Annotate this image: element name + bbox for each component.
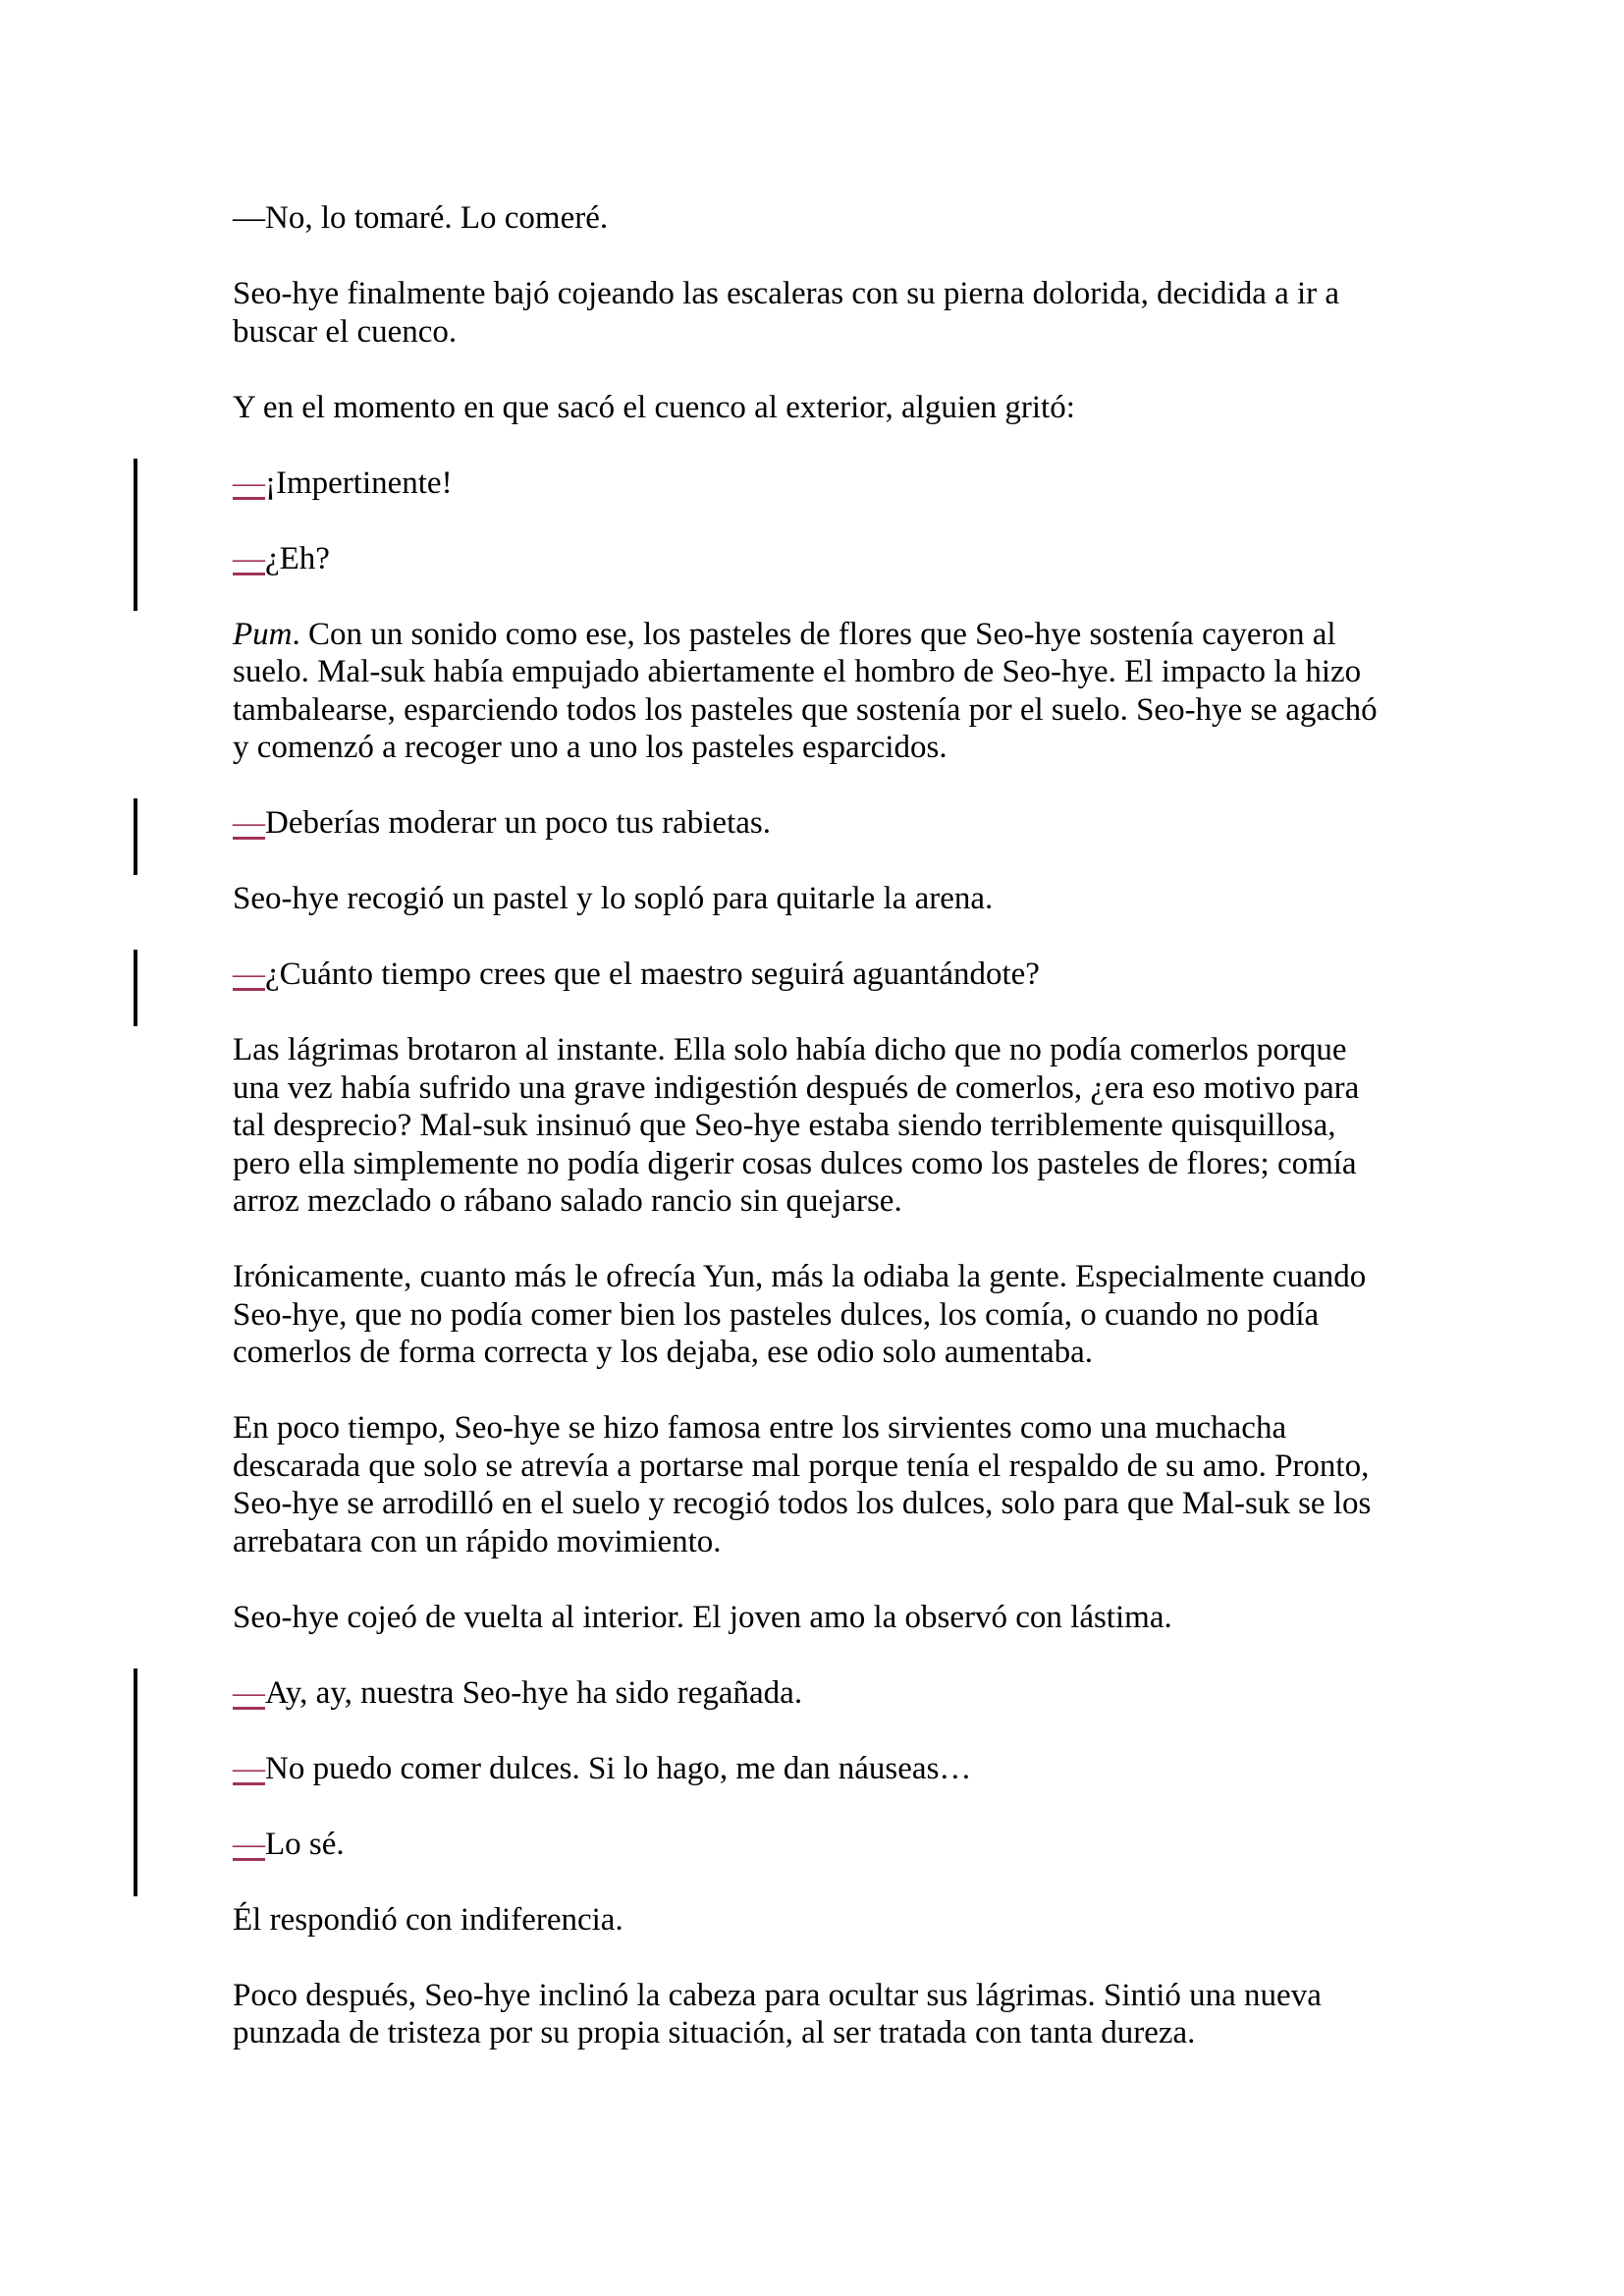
- inserted-dash: —: [233, 1750, 265, 1786]
- inserted-dash: —: [233, 805, 265, 841]
- text-run: Seo-hye finalmente bajó cojeando las escaleras con su pierna dolorida, decidida a ir a buscar el cuenco.: [233, 276, 1340, 350]
- paragraph: [233, 956, 1392, 994]
- change-bar: [134, 950, 137, 1026]
- text-run: —No, lo tomaré. Lo comeré.: [233, 200, 609, 236]
- paragraph: [233, 1901, 1392, 1940]
- paragraph: [233, 540, 1392, 578]
- text-run: Las lágrimas brotaron al instante. Ella solo había dicho que no podía comerlos porque una vez había sufrido una grave indigestión después de comerlos, ¿era eso motivo para tal desprecio? Mal-suk insinuó que Seo-hye estaba siendo terriblemente quisquillosa, pero ella simplemente no podía digerir cosas dulces como los pasteles de flores; comía arroz mezclado o rábano salado rancio sin quejarse.: [233, 1032, 1360, 1219]
- paragraph: [233, 1674, 1392, 1713]
- text-run: Seo-hye cojeó de vuelta al interior. El joven amo la observó con lástima.: [233, 1599, 1172, 1635]
- inserted-dash: —: [233, 540, 265, 576]
- text-run: Deberías moderar un poco tus rabietas.: [265, 805, 771, 841]
- text-run: ¡Impertinente!: [265, 465, 453, 501]
- paragraph: [233, 804, 1392, 843]
- text-run: Y en el momento en que sacó el cuenco al exterior, alguien gritó:: [233, 389, 1075, 425]
- paragraph: [233, 389, 1392, 427]
- inserted-dash: —: [233, 1674, 265, 1711]
- inserted-dash: —: [233, 1826, 265, 1862]
- inserted-dash: —: [233, 465, 265, 501]
- text-run: ¿Cuánto tiempo crees que el maestro seguirá aguantándote?: [265, 957, 1040, 992]
- paragraph: [233, 1977, 1392, 2052]
- paragraph: [233, 1826, 1392, 1864]
- text-run: En poco tiempo, Seo-hye se hizo famosa entre los sirvientes como una muchacha descarada que solo se atrevía a portarse mal porque tenía el respaldo de su amo. Pronto, Seo-hye se arrodilló en el suelo y recogió todos los dulces, solo para que Mal-suk se los arrebatara con un rápido movimiento.: [233, 1410, 1372, 1559]
- paragraph: [233, 275, 1392, 351]
- paragraph: [233, 1599, 1392, 1637]
- change-bar: [134, 798, 137, 875]
- paragraph: [233, 1031, 1392, 1221]
- paragraph: [233, 1750, 1392, 1788]
- change-bar: [134, 459, 137, 611]
- text-run: Lo sé.: [265, 1826, 345, 1862]
- paragraph: [233, 465, 1392, 503]
- text-run: Poco después, Seo-hye inclinó la cabeza para ocultar sus lágrimas. Sintió una nueva punzada de tristeza por su propia situación, al ser tratada con tanta dureza.: [233, 1977, 1322, 2050]
- text-run: Seo-hye recogió un pastel y lo sopló para quitarle la arena.: [233, 881, 994, 916]
- document-text: [233, 199, 1392, 2052]
- text-run: . Con un sonido como ese, los pasteles de flores que Seo-hye sostenía cayeron al suelo. Mal-suk había empujado abiertamente el hombro de Seo-hye. El impacto la hizo tambalearse, esparciendo todos los pasteles que sostenía por el suelo. Seo-hye se agachó y comenzó a recoger uno a uno los pasteles esparcidos.: [233, 616, 1378, 765]
- paragraph: [233, 880, 1392, 918]
- text-run: Ay, ay, nuestra Seo-hye ha sido regañada.: [265, 1674, 803, 1711]
- inserted-dash: —: [233, 957, 265, 992]
- paragraph: [233, 616, 1392, 767]
- text-run: No puedo comer dulces. Si lo hago, me dan náuseas…: [265, 1750, 972, 1786]
- italic-text: Pum: [233, 616, 293, 652]
- paragraph: [233, 1258, 1392, 1372]
- text-run: Él respondió con indiferencia.: [233, 1901, 623, 1938]
- change-bar: [134, 1668, 137, 1896]
- paragraph: [233, 199, 1392, 238]
- text-run: ¿Eh?: [265, 540, 330, 576]
- text-run: Irónicamente, cuanto más le ofrecía Yun, más la odiaba la gente. Especialmente cuando Seo-hye, que no podía comer bien los pasteles dulces, los comía, o cuando no podía comerlos de forma correcta y los dejaba, ese odio solo aumentaba.: [233, 1259, 1367, 1370]
- paragraph: [233, 1409, 1392, 1560]
